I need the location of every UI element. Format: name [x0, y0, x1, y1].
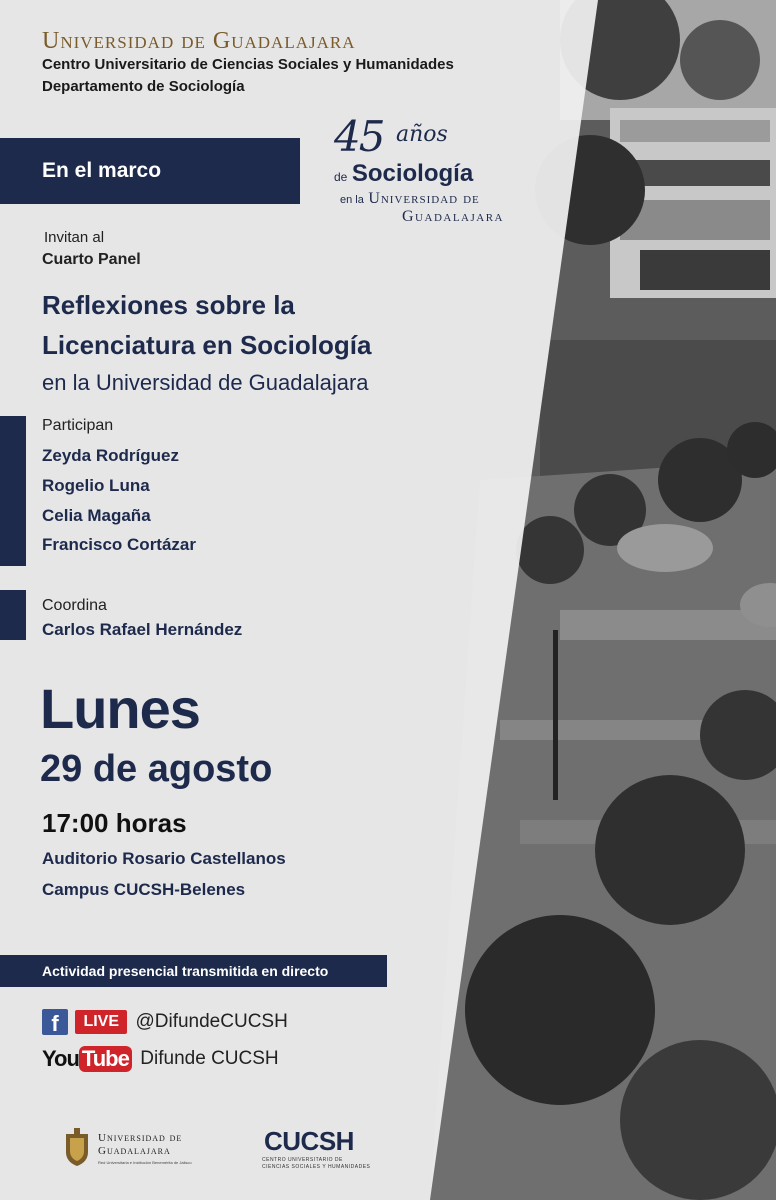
cucsh-logo [262, 1126, 380, 1172]
facebook-live-row[interactable] [42, 1009, 288, 1037]
event-campus: Campus CUCSH-Belenes [42, 880, 246, 899]
anniversary-en-la: en la [340, 194, 364, 206]
participants-label: Participan [42, 417, 114, 434]
participants-accent-bar [0, 416, 26, 566]
anniversary-uni-1: Universidad de [368, 190, 480, 207]
participant-3: Celia Magaña [42, 506, 151, 525]
broadcast-banner [0, 955, 387, 987]
anniversary-subject: Sociología [351, 160, 474, 187]
facebook-handle: @DifundeCUCSH [135, 1011, 288, 1032]
anniversary-years: años [396, 122, 448, 147]
coordinator-name: Carlos Rafael Hernández [42, 620, 243, 639]
center-name: Centro Universitario de Ciencias Sociales y Humanidades [42, 56, 454, 73]
panel-label: Cuarto Panel [42, 251, 141, 268]
participant-2: Rogelio Luna [42, 476, 150, 495]
university-name: Universidad de Guadalajara [42, 28, 356, 54]
participant-1: Zeyda Rodríguez [42, 446, 179, 465]
event-day: Lunes [40, 677, 200, 740]
udg-small: Red Universitaria e Institución Benemérita de Jalisco [98, 1160, 192, 1165]
title-line-2: Licenciatura en Sociología [42, 330, 372, 360]
title-line-3: en la Universidad de Guadalajara [42, 370, 369, 395]
department-name: Departamento de Sociología [42, 78, 245, 95]
broadcast-banner-label: Actividad presencial transmitida en directo [42, 963, 329, 979]
udg-line-2: Guadalajara [98, 1145, 171, 1157]
frame-banner-label: En el marco [42, 159, 162, 182]
cucsh-wordmark: CUCSH [264, 1126, 354, 1156]
anniversary-number: 45 [334, 112, 384, 161]
event-venue: Auditorio Rosario Castellanos [42, 849, 286, 868]
anniversary-uni-2: Guadalajara [402, 208, 504, 225]
anniversary-de: de [334, 170, 348, 184]
frame-banner [0, 138, 300, 204]
youtube-channel: Difunde CUCSH [140, 1048, 279, 1069]
live-badge: LIVE [75, 1010, 127, 1034]
coordinator-label: Coordina [42, 597, 107, 614]
title-line-1: Reflexiones sobre la [42, 290, 295, 320]
invite-text: Invitan al [44, 229, 105, 246]
coordinator-accent-bar [0, 590, 26, 640]
facebook-icon: f [42, 1009, 68, 1035]
youtube-logo [42, 1046, 136, 1071]
cucsh-sub-1: CENTRO UNIVERSITARIO DE [262, 1157, 343, 1163]
event-time: 17:00 horas [42, 808, 187, 838]
udg-seal-icon [62, 1128, 92, 1168]
cucsh-sub-2: CIENCIAS SOCIALES Y HUMANIDADES [262, 1164, 371, 1170]
anniversary-logo [334, 112, 544, 232]
youtube-row[interactable] [42, 1046, 279, 1078]
event-date: 29 de agosto [40, 748, 273, 790]
udg-logo [62, 1128, 212, 1172]
youtube-you: You [42, 1046, 79, 1071]
participant-4: Francisco Cortázar [42, 535, 196, 554]
youtube-tube: Tube [79, 1046, 132, 1072]
udg-line-1: Universidad de [98, 1132, 183, 1144]
